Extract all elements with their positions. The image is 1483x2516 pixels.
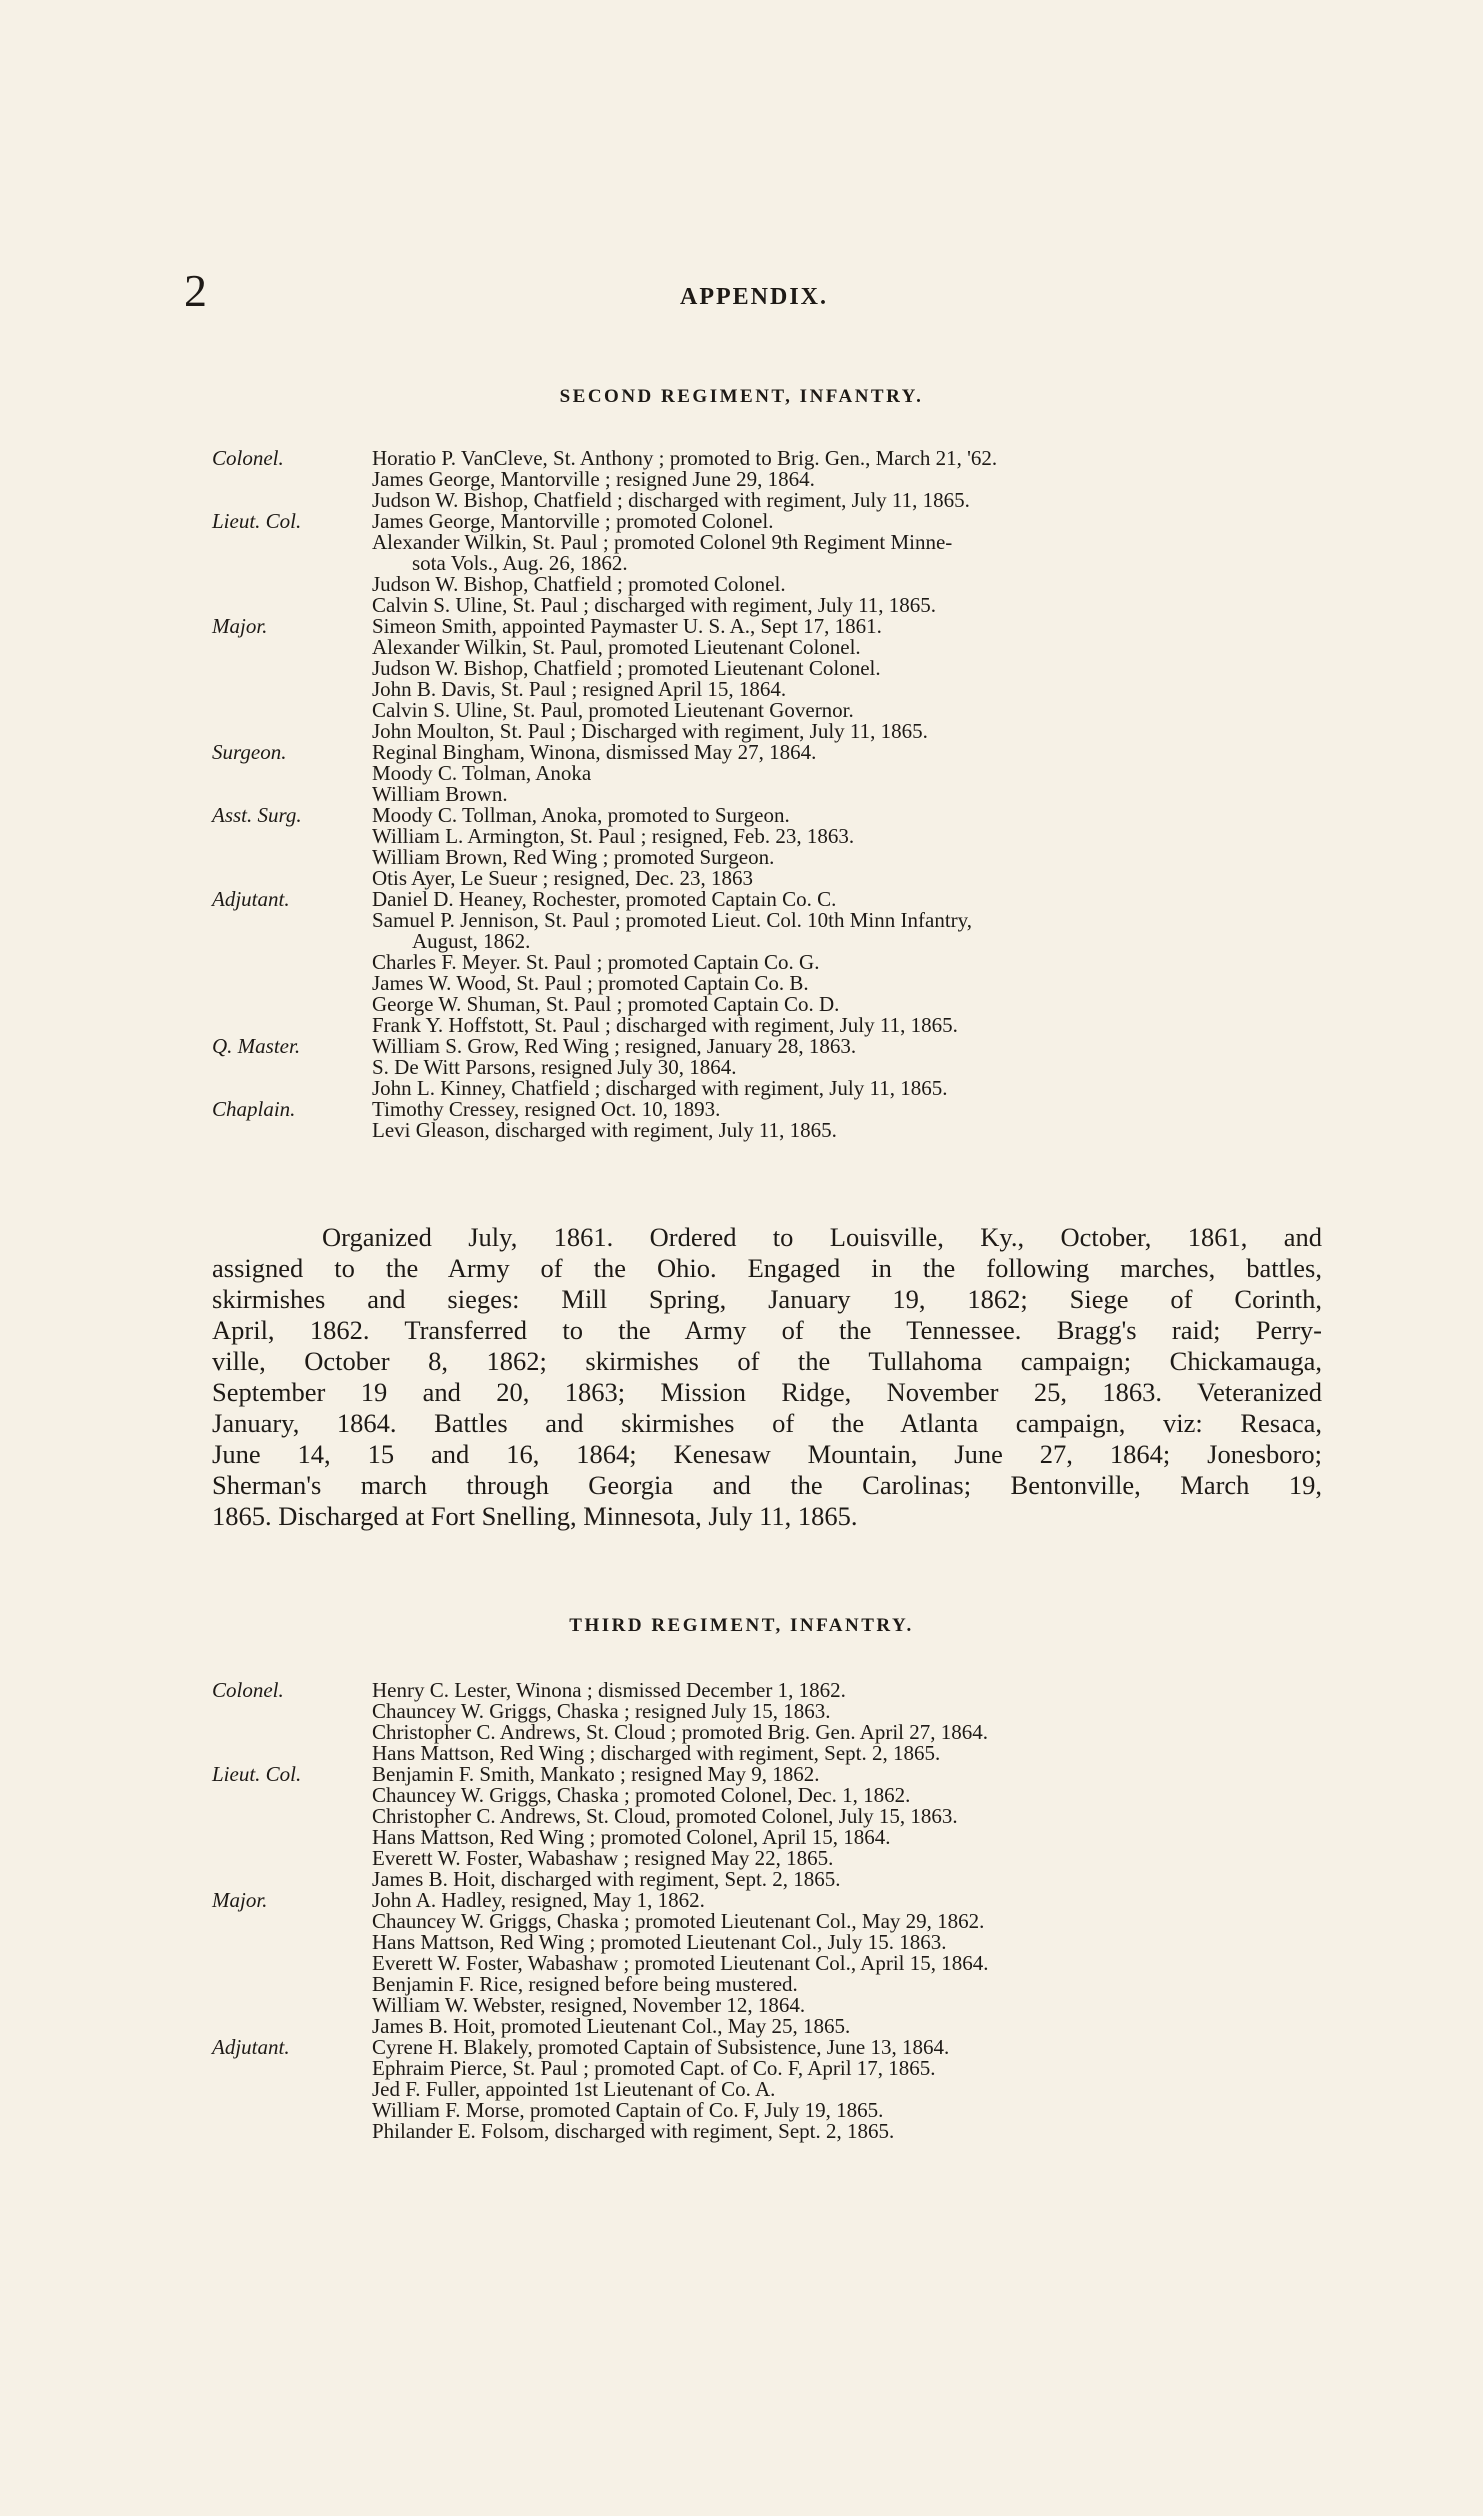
officer-record: Cyrene H. Blakely, promoted Captain of Subsistence, June 13, 1864. <box>372 2035 950 2059</box>
officer-entry <box>0 2058 1483 2079</box>
officer-record: William F. Morse, promoted Captain of Co. F, July 19, 1865. <box>372 2098 884 2122</box>
officer-entry <box>0 826 1483 847</box>
narrative-line: April, 1862. Transferred to the Army of the Tennessee. Bragg's raid; Perry- <box>212 1315 1322 1345</box>
officer-record: Everett W. Foster, Wabashaw ; promoted Lieutenant Col., April 15, 1864. <box>372 1951 989 1975</box>
officer-record: James B. Hoit, promoted Lieutenant Col., May 25, 1865. <box>372 2014 851 2038</box>
running-head: APPENDIX. <box>680 284 828 310</box>
officer-entry <box>0 1680 1483 1701</box>
narrative-line: June 14, 15 and 16, 1864; Kenesaw Mountain, June 27, 1864; Jonesboro; <box>212 1439 1322 1469</box>
officer-entry <box>0 532 1483 553</box>
narrative-line: 1865. Discharged at Fort Snelling, Minnesota, July 11, 1865. <box>212 1501 858 1531</box>
rank-label: Major. <box>212 1888 268 1912</box>
officer-record: Reginal Bingham, Winona, dismissed May 27, 1864. <box>372 740 817 764</box>
officer-record: sota Vols., Aug. 26, 1862. <box>412 551 628 575</box>
narrative-line: skirmishes and sieges: Mill Spring, January 19, 1862; Siege of Corinth, <box>212 1284 1322 1314</box>
officer-entry <box>0 910 1483 931</box>
rank-label: Surgeon. <box>212 740 287 764</box>
officer-record: Charles F. Meyer. St. Paul ; promoted Captain Co. G. <box>372 950 820 974</box>
officer-record: Henry C. Lester, Winona ; dismissed December 1, 1862. <box>372 1678 846 1702</box>
rank-label: Major. <box>212 614 268 638</box>
officer-entry <box>0 763 1483 784</box>
officer-entry <box>0 1911 1483 1932</box>
officer-record: Benjamin F. Rice, resigned before being mustered. <box>372 1972 798 1996</box>
officer-entry <box>0 616 1483 637</box>
officer-entry <box>0 784 1483 805</box>
narrative-line: ville, October 8, 1862; skirmishes of the Tullahoma campaign; Chickamauga, <box>212 1346 1322 1376</box>
officer-entry <box>0 2016 1483 2037</box>
officer-record: James George, Mantorville ; resigned June 29, 1864. <box>372 467 815 491</box>
officer-record: John Moulton, St. Paul ; Discharged with regiment, July 11, 1865. <box>372 719 928 743</box>
section-title-third-regiment: THIRD REGIMENT, INFANTRY. <box>569 1615 914 1636</box>
rank-label: Lieut. Col. <box>212 509 302 533</box>
officer-entry <box>0 742 1483 763</box>
officer-entry <box>0 1890 1483 1911</box>
officer-record: Jed F. Fuller, appointed 1st Lieutenant of Co. A. <box>372 2077 776 2101</box>
officer-entry <box>0 2079 1483 2100</box>
officer-entry <box>0 448 1483 469</box>
officer-entry <box>0 952 1483 973</box>
section-title-second-regiment: SECOND REGIMENT, INFANTRY. <box>559 386 924 407</box>
officer-entry <box>0 658 1483 679</box>
officer-record: S. De Witt Parsons, resigned July 30, 1864. <box>372 1055 737 1079</box>
officer-entry <box>0 1785 1483 1806</box>
officer-entry <box>0 1015 1483 1036</box>
officer-entry <box>0 1848 1483 1869</box>
officer-entry <box>0 1995 1483 2016</box>
officer-record: Calvin S. Uline, St. Paul, promoted Lieutenant Governor. <box>372 698 854 722</box>
officer-entry <box>0 1806 1483 1827</box>
officer-record: Christopher C. Andrews, St. Cloud, promoted Colonel, July 15, 1863. <box>372 1804 958 1828</box>
officer-record: William S. Grow, Red Wing ; resigned, January 28, 1863. <box>372 1034 857 1058</box>
officer-entry <box>0 1743 1483 1764</box>
officer-entry <box>0 2121 1483 2142</box>
officer-list-third-regiment <box>0 1680 1483 2142</box>
rank-label: Colonel. <box>212 446 284 470</box>
officer-record: Ephraim Pierce, St. Paul ; promoted Capt. of Co. F, April 17, 1865. <box>372 2056 936 2080</box>
officer-entry <box>0 1701 1483 1722</box>
officer-entry <box>0 679 1483 700</box>
narrative-line: Organized July, 1861. Ordered to Louisville, Ky., October, 1861, and <box>322 1222 1322 1252</box>
officer-record: Horatio P. VanCleve, St. Anthony ; promoted to Brig. Gen., March 21, '62. <box>372 446 998 470</box>
officer-entry <box>0 1764 1483 1785</box>
officer-entry <box>0 931 1483 952</box>
officer-record: Everett W. Foster, Wabashaw ; resigned May 22, 1865. <box>372 1846 834 1870</box>
officer-record: James George, Mantorville ; promoted Colonel. <box>372 509 774 533</box>
officer-entry <box>0 700 1483 721</box>
regiment-narrative-second <box>212 1222 1322 1532</box>
officer-record: Chauncey W. Griggs, Chaska ; promoted Colonel, Dec. 1, 1862. <box>372 1783 911 1807</box>
officer-entry <box>0 595 1483 616</box>
officer-record: Calvin S. Uline, St. Paul ; discharged with regiment, July 11, 1865. <box>372 593 937 617</box>
officer-entry <box>0 511 1483 532</box>
officer-record: Otis Ayer, Le Sueur ; resigned, Dec. 23, 1863 <box>372 866 753 890</box>
officer-record: Simeon Smith, appointed Paymaster U. S. A., Sept 17, 1861. <box>372 614 882 638</box>
officer-record: John A. Hadley, resigned, May 1, 1862. <box>372 1888 705 1912</box>
officer-entry <box>0 994 1483 1015</box>
officer-entry <box>0 637 1483 658</box>
officer-record: Christopher C. Andrews, St. Cloud ; promoted Brig. Gen. April 27, 1864. <box>372 1720 988 1744</box>
officer-record: Hans Mattson, Red Wing ; promoted Lieutenant Col., July 15. 1863. <box>372 1930 947 1954</box>
officer-record: August, 1862. <box>412 929 531 953</box>
officer-record: William Brown, Red Wing ; promoted Surgeon. <box>372 845 775 869</box>
officer-record: William W. Webster, resigned, November 12, 1864. <box>372 1993 806 2017</box>
officer-entry <box>0 1099 1483 1120</box>
officer-entry <box>0 2037 1483 2058</box>
officer-record: Daniel D. Heaney, Rochester, promoted Captain Co. C. <box>372 887 837 911</box>
officer-record: John L. Kinney, Chatfield ; discharged with regiment, July 11, 1865. <box>372 1076 948 1100</box>
officer-entry <box>0 1974 1483 1995</box>
officer-record: Alexander Wilkin, St. Paul, promoted Lieutenant Colonel. <box>372 635 861 659</box>
officer-entry <box>0 553 1483 574</box>
officer-entry <box>0 469 1483 490</box>
officer-entry <box>0 889 1483 910</box>
officer-entry <box>0 1078 1483 1099</box>
rank-label: Adjutant. <box>212 2035 290 2059</box>
officer-entry <box>0 805 1483 826</box>
officer-record: Alexander Wilkin, St. Paul ; promoted Colonel 9th Regiment Minne- <box>372 530 953 554</box>
rank-label: Colonel. <box>212 1678 284 1702</box>
officer-entry <box>0 847 1483 868</box>
officer-record: Judson W. Bishop, Chatfield ; promoted Colonel. <box>372 572 786 596</box>
officer-entry <box>0 574 1483 595</box>
officer-entry <box>0 1722 1483 1743</box>
officer-entry <box>0 2100 1483 2121</box>
officer-record: James B. Hoit, discharged with regiment, Sept. 2, 1865. <box>372 1867 841 1891</box>
officer-record: Moody C. Tollman, Anoka, promoted to Surgeon. <box>372 803 790 827</box>
officer-entry <box>0 1036 1483 1057</box>
officer-entry <box>0 1057 1483 1078</box>
narrative-line: Sherman's march through Georgia and the Carolinas; Bentonville, March 19, <box>212 1470 1322 1500</box>
officer-record: Philander E. Folsom, discharged with regiment, Sept. 2, 1865. <box>372 2119 895 2143</box>
officer-record: Chauncey W. Griggs, Chaska ; promoted Lieutenant Col., May 29, 1862. <box>372 1909 985 1933</box>
officer-list-second-regiment <box>0 448 1483 1141</box>
officer-record: William Brown. <box>372 782 508 806</box>
officer-entry <box>0 490 1483 511</box>
officer-record: Benjamin F. Smith, Mankato ; resigned May 9, 1862. <box>372 1762 820 1786</box>
rank-label: Asst. Surg. <box>212 803 302 827</box>
officer-entry <box>0 1827 1483 1848</box>
officer-entry <box>0 1869 1483 1890</box>
officer-record: Hans Mattson, Red Wing ; promoted Colonel, April 15, 1864. <box>372 1825 891 1849</box>
officer-entry <box>0 1120 1483 1141</box>
rank-label: Adjutant. <box>212 887 290 911</box>
officer-entry <box>0 1953 1483 1974</box>
officer-record: Moody C. Tolman, Anoka <box>372 761 592 785</box>
narrative-line: January, 1864. Battles and skirmishes of the Atlanta campaign, viz: Resaca, <box>212 1408 1322 1438</box>
officer-entry <box>0 973 1483 994</box>
officer-record: Judson W. Bishop, Chatfield ; promoted Lieutenant Colonel. <box>372 656 881 680</box>
rank-label: Chaplain. <box>212 1097 296 1121</box>
rank-label: Q. Master. <box>212 1034 301 1058</box>
officer-entry <box>0 868 1483 889</box>
officer-record: John B. Davis, St. Paul ; resigned April 15, 1864. <box>372 677 787 701</box>
officer-record: Chauncey W. Griggs, Chaska ; resigned July 15, 1863. <box>372 1699 831 1723</box>
officer-record: George W. Shuman, St. Paul ; promoted Captain Co. D. <box>372 992 840 1016</box>
narrative-line: September 19 and 20, 1863; Mission Ridge, November 25, 1863. Veteranized <box>212 1377 1322 1407</box>
officer-entry <box>0 721 1483 742</box>
officer-record: James W. Wood, St. Paul ; promoted Captain Co. B. <box>372 971 809 995</box>
officer-record: Timothy Cressey, resigned Oct. 10, 1893. <box>372 1097 721 1121</box>
officer-record: Levi Gleason, discharged with regiment, July 11, 1865. <box>372 1118 837 1142</box>
page-number: 2 <box>184 265 207 316</box>
officer-record: Samuel P. Jennison, St. Paul ; promoted Lieut. Col. 10th Minn Infantry, <box>372 908 973 932</box>
officer-record: Judson W. Bishop, Chatfield ; discharged with regiment, July 11, 1865. <box>372 488 970 512</box>
officer-record: Frank Y. Hoffstott, St. Paul ; discharged with regiment, July 11, 1865. <box>372 1013 958 1037</box>
officer-record: William L. Armington, St. Paul ; resigned, Feb. 23, 1863. <box>372 824 855 848</box>
officer-record: Hans Mattson, Red Wing ; discharged with regiment, Sept. 2, 1865. <box>372 1741 941 1765</box>
officer-entry <box>0 1932 1483 1953</box>
rank-label: Lieut. Col. <box>212 1762 302 1786</box>
narrative-line: assigned to the Army of the Ohio. Engaged in the following marches, battles, <box>212 1253 1322 1283</box>
